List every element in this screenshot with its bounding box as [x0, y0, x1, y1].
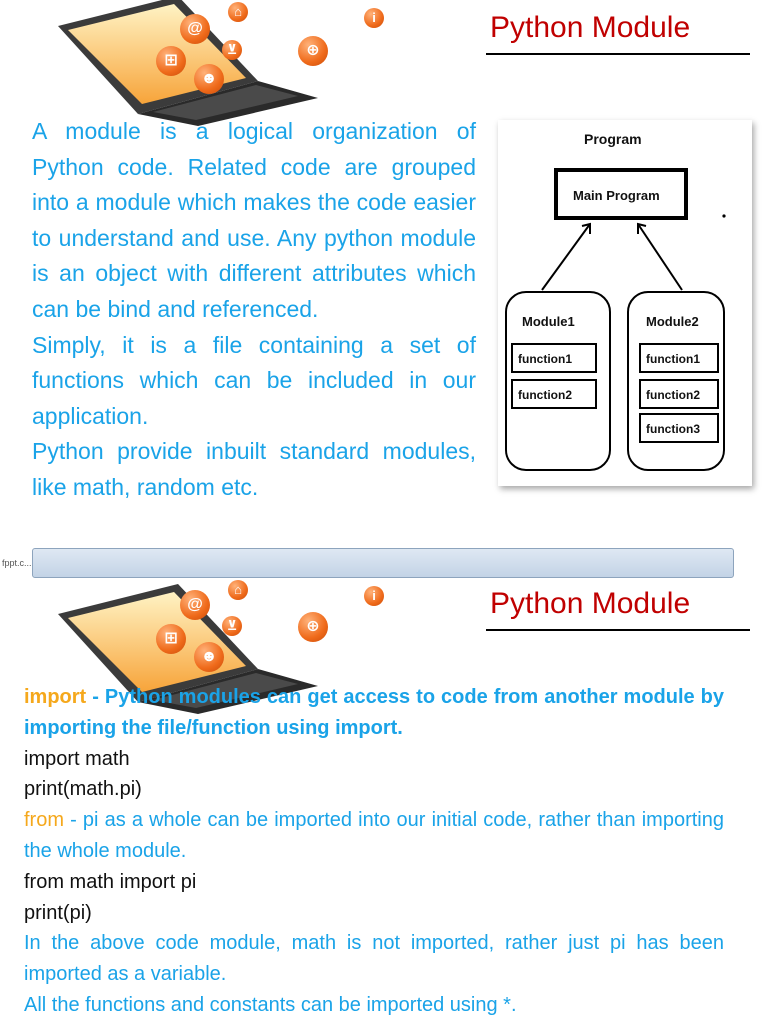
sitemap-icon: ⊞: [156, 46, 186, 76]
note-paragraph: All the functions and constants can be imported using *.: [24, 993, 517, 1016]
from-description: - pi as a whole can be imported into our initial code, rather than importing the whole module.: [24, 809, 724, 862]
slide-2: [0, 578, 768, 1024]
function-label: function1: [518, 352, 572, 366]
function-label: function2: [518, 388, 572, 402]
info-icon: i: [364, 586, 384, 606]
note-paragraph: In the above code module, math is not imported, rather just pi has been imported as a variable.: [24, 932, 724, 986]
email-at-icon: @: [180, 590, 210, 620]
paragraph: A module is a logical organization of Python code. Related code are grouped into a module which makes the code easier to understand and use. Any python module is an object with different attributes which can be bind and referenced.: [32, 118, 476, 322]
scroll-banner: [32, 548, 734, 578]
code-line: from math import pi: [24, 870, 197, 893]
watermark-text: fppt.c...: [2, 558, 32, 568]
code-line: import math: [24, 747, 130, 770]
function-label: function2: [646, 388, 700, 402]
import-paragraph: [24, 682, 724, 744]
cart-icon: ⊻: [222, 616, 242, 636]
diagram-heading: Program: [584, 131, 642, 147]
from-paragraph: [24, 805, 724, 867]
function-label: function1: [646, 352, 700, 366]
paragraph: Python provide inbuilt standard modules, like math, random etc.: [32, 438, 476, 500]
users-icon: ☻: [194, 642, 224, 672]
home-icon: ⌂: [228, 580, 248, 600]
module-description: [32, 114, 476, 506]
slide-separator: [0, 546, 768, 578]
info-icon: i: [364, 8, 384, 28]
code-line: print(math.pi): [24, 778, 142, 801]
email-at-icon: @: [180, 14, 210, 44]
function-label: function3: [646, 422, 700, 436]
cart-icon: ⊻: [222, 40, 242, 60]
users-icon: ☻: [194, 64, 224, 94]
paragraph: Simply, it is a file containing a set of functions which can be included in our application.: [32, 331, 476, 429]
title-underline: [486, 629, 750, 631]
page-title: Python Module: [490, 587, 691, 620]
code-line: print(pi): [24, 901, 92, 924]
module-diagram: [498, 120, 752, 486]
module2-label: Module2: [646, 314, 699, 329]
module1-label: Module1: [522, 314, 575, 329]
import-description: - Python modules can get access to code from another module by importing the file/function using import.: [24, 686, 724, 739]
main-program-label: Main Program: [573, 188, 660, 203]
import-keyword: import: [24, 686, 87, 708]
arrow-line: [638, 224, 682, 290]
import-explanation: [24, 682, 724, 1021]
title-underline: [486, 53, 750, 55]
arrow-line: [542, 224, 590, 290]
globe-icon: ⊕: [298, 612, 328, 642]
page-title: Python Module: [490, 11, 691, 44]
dot: [722, 214, 725, 217]
globe-icon: ⊕: [298, 36, 328, 66]
from-keyword: from: [24, 809, 64, 832]
home-icon: ⌂: [228, 2, 248, 22]
sitemap-icon: ⊞: [156, 624, 186, 654]
